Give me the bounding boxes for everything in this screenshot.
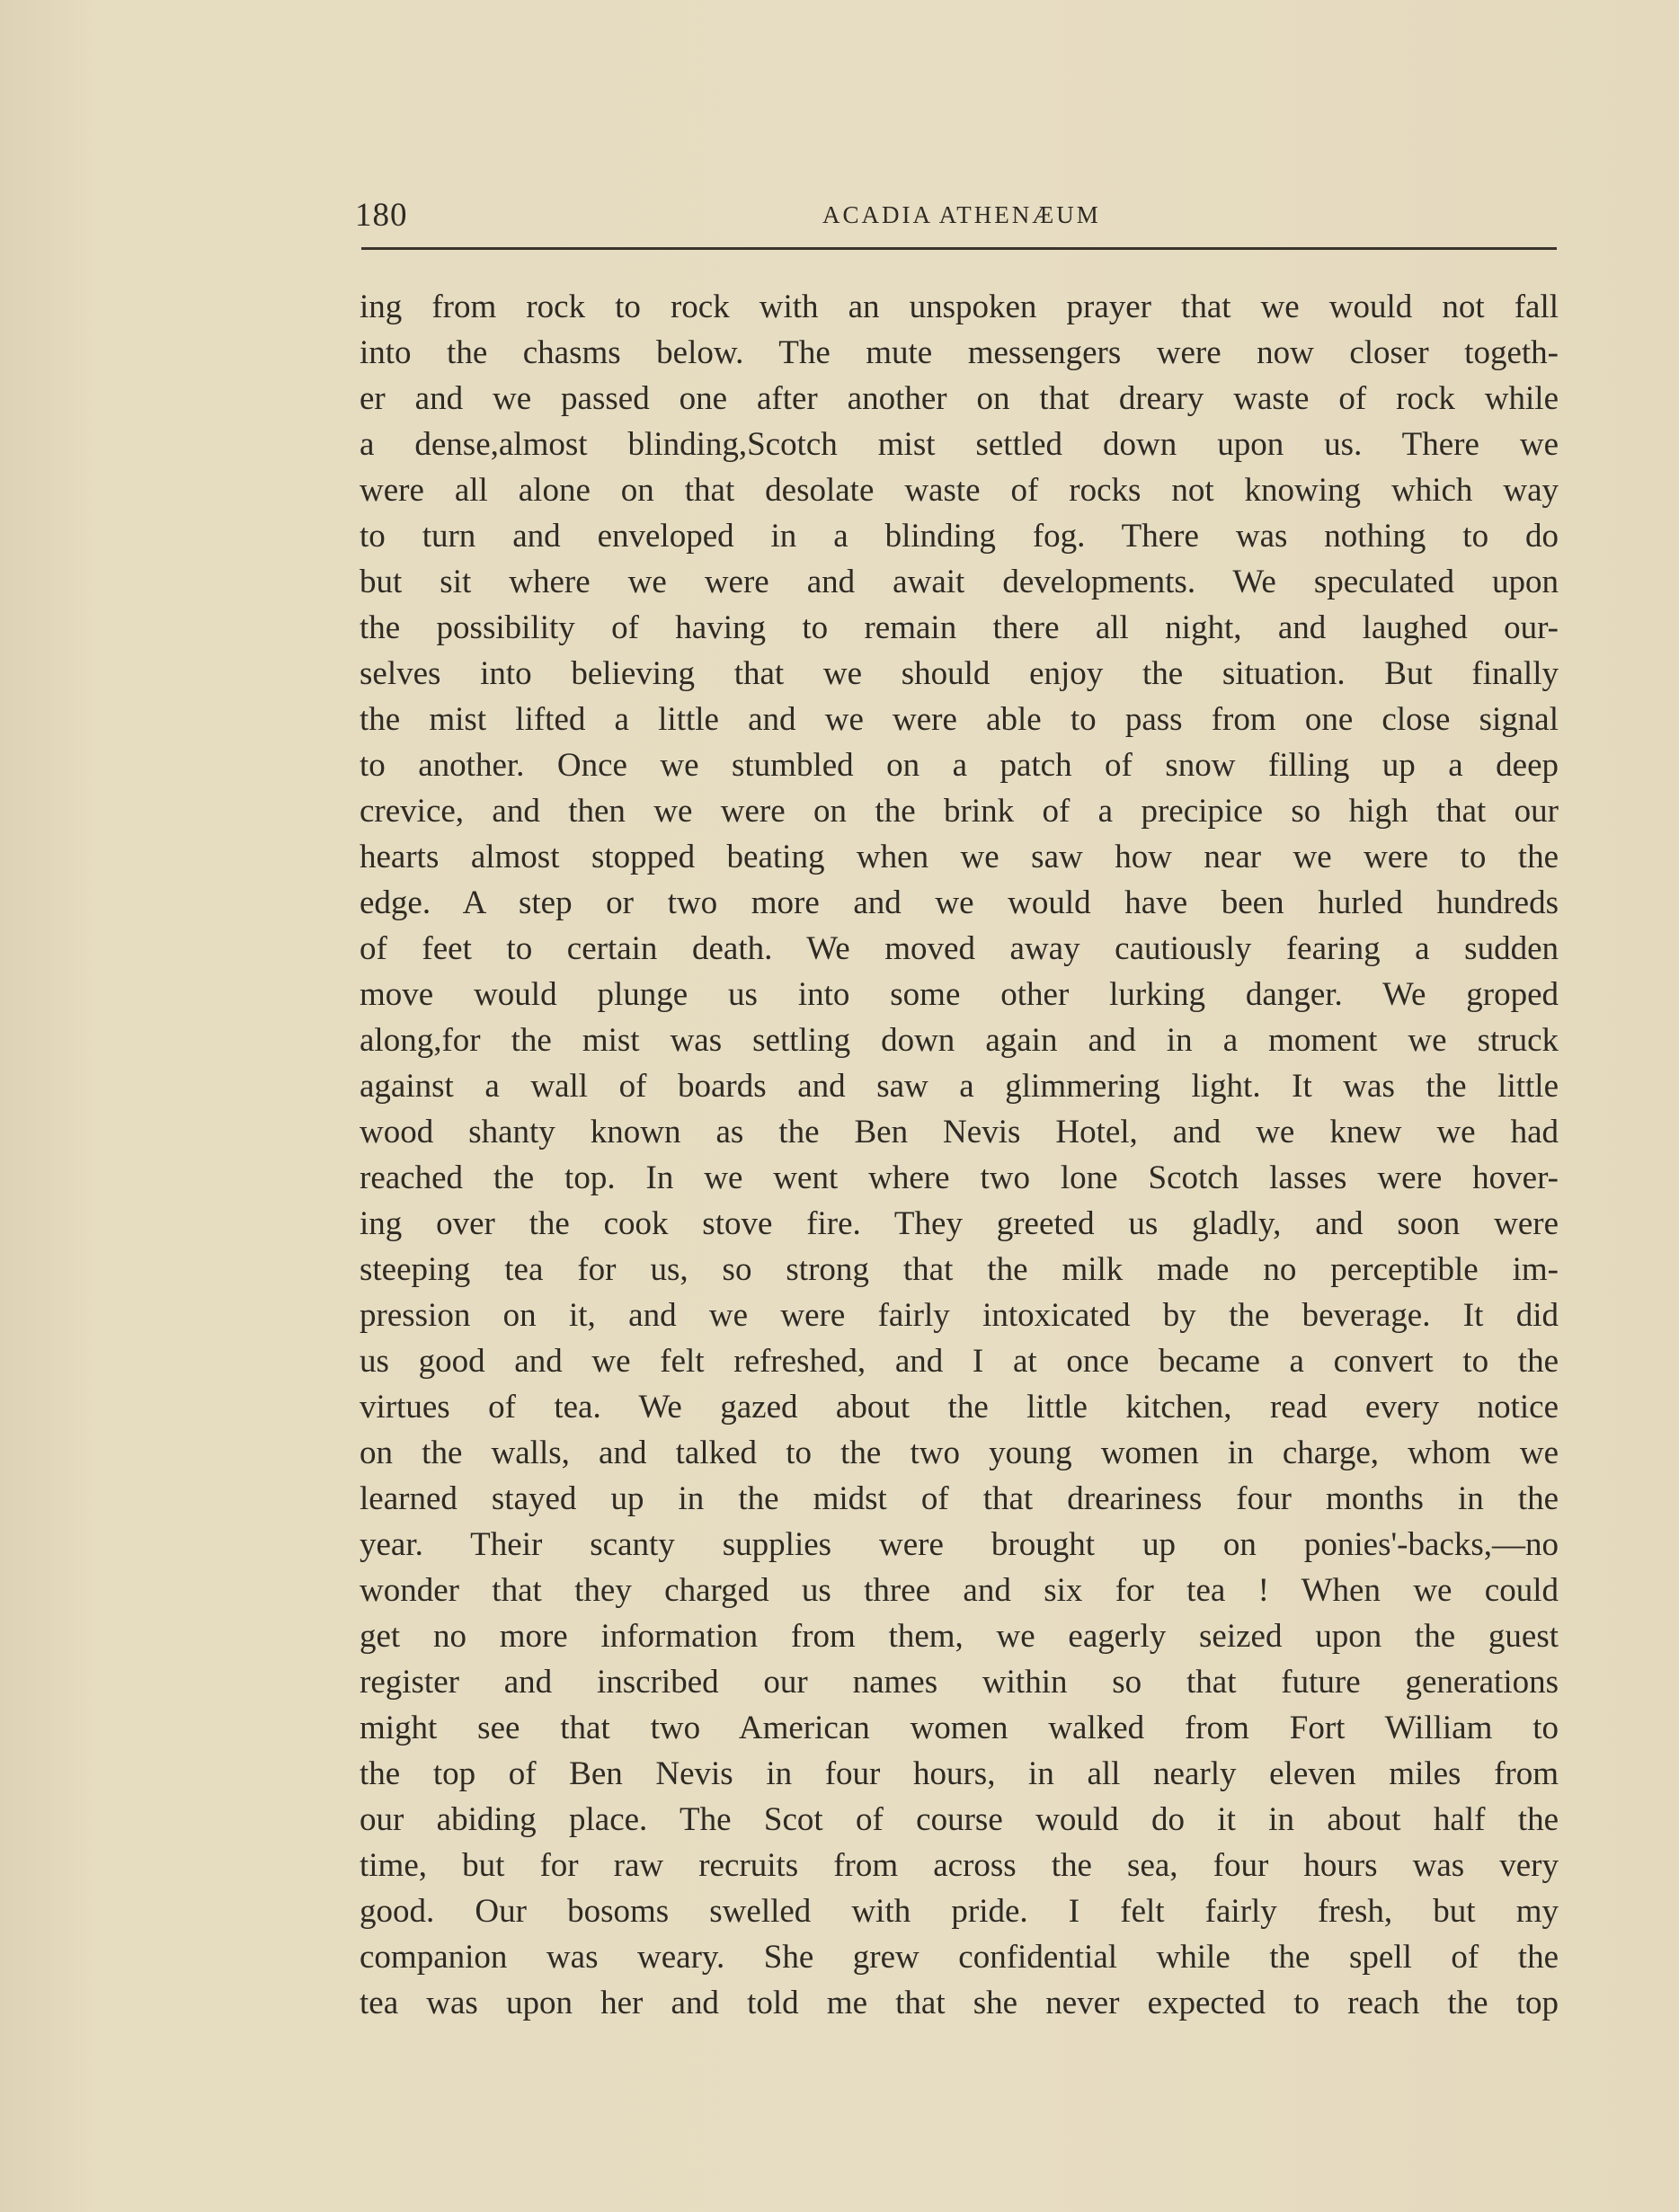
text-line: on the walls, and talked to the two young women in charge, whom we — [360, 1435, 1559, 1471]
text-line: year. Their scanty supplies were brought up on ponies'-backs,—no — [360, 1526, 1559, 1563]
text-line: learned stayed up in the midst of that dreariness four months in the — [360, 1480, 1559, 1517]
text-line: wonder that they charged us three and six for tea ! When we could — [360, 1572, 1559, 1609]
body-text — [360, 284, 1559, 2026]
text-line: our abiding place. The Scot of course would do it in about half the — [360, 1801, 1559, 1838]
page-header — [355, 196, 1555, 243]
text-line: a dense,almost blinding,Scotch mist settled down upon us. There we — [360, 426, 1559, 463]
text-line: along,for the mist was settling down again and in a moment we struck — [360, 1022, 1559, 1059]
text-line: the top of Ben Nevis in four hours, in all nearly eleven miles from — [360, 1755, 1559, 1792]
text-line: but sit where we were and await developments. We speculated upon — [360, 564, 1559, 600]
text-line: might see that two American women walked from Fort William to — [360, 1710, 1559, 1746]
text-line: hearts almost stopped beating when we saw how near we were to the — [360, 839, 1559, 875]
text-line: the possibility of having to remain there all night, and laughed our- — [360, 609, 1559, 646]
page-number: 180 — [355, 197, 408, 234]
text-line: good. Our bosoms swelled with pride. I felt fairly fresh, but my — [360, 1893, 1559, 1930]
text-line: of feet to certain death. We moved away cautiously fearing a sudden — [360, 930, 1559, 967]
text-line: ing from rock to rock with an unspoken prayer that we would not fall — [360, 289, 1559, 325]
text-line: crevice, and then we were on the brink of a precipice so high that our — [360, 793, 1559, 830]
text-line: selves into believing that we should enjoy the situation. But finally — [360, 655, 1559, 692]
text-line: virtues of tea. We gazed about the little kitchen, read every notice — [360, 1389, 1559, 1426]
text-line: were all alone on that desolate waste of rocks not knowing which way — [360, 472, 1559, 509]
text-line: wood shanty known as the Ben Nevis Hotel, and we knew we had — [360, 1114, 1559, 1150]
text-line: register and inscribed our names within so that future generations — [360, 1664, 1559, 1701]
text-line: time, but for raw recruits from across the sea, four hours was very — [360, 1847, 1559, 1884]
text-line: to turn and enveloped in a blinding fog. There was nothing to do — [360, 518, 1559, 555]
running-head: ACADIA ATHENÆUM — [822, 201, 1101, 228]
text-line: pression on it, and we were fairly intoxicated by the beverage. It did — [360, 1297, 1559, 1334]
text-line: into the chasms below. The mute messengers were now closer togeth- — [360, 334, 1559, 371]
text-line: tea was upon her and told me that she never expected to reach the top — [360, 1985, 1559, 2021]
text-line: us good and we felt refreshed, and I at once became a convert to the — [360, 1343, 1559, 1380]
text-line: reached the top. In we went where two lone Scotch lasses were hover- — [360, 1159, 1559, 1196]
text-line: the mist lifted a little and we were able to pass from one close signal — [360, 701, 1559, 738]
text-line: to another. Once we stumbled on a patch of snow filling up a deep — [360, 747, 1559, 784]
text-line: er and we passed one after another on that dreary waste of rock while — [360, 380, 1559, 417]
text-line: ing over the cook stove fire. They greeted us gladly, and soon were — [360, 1205, 1559, 1242]
text-line: get no more information from them, we eagerly seized upon the guest — [360, 1618, 1559, 1655]
text-line: companion was weary. She grew confidential while the spell of the — [360, 1939, 1559, 1976]
text-line: edge. A step or two more and we would have been hurled hundreds — [360, 884, 1559, 921]
text-line: move would plunge us into some other lurking danger. We groped — [360, 976, 1559, 1013]
text-line: against a wall of boards and saw a glimmering light. It was the little — [360, 1068, 1559, 1105]
text-line: steeping tea for us, so strong that the milk made no perceptible im- — [360, 1251, 1559, 1288]
header-rule — [361, 247, 1557, 250]
